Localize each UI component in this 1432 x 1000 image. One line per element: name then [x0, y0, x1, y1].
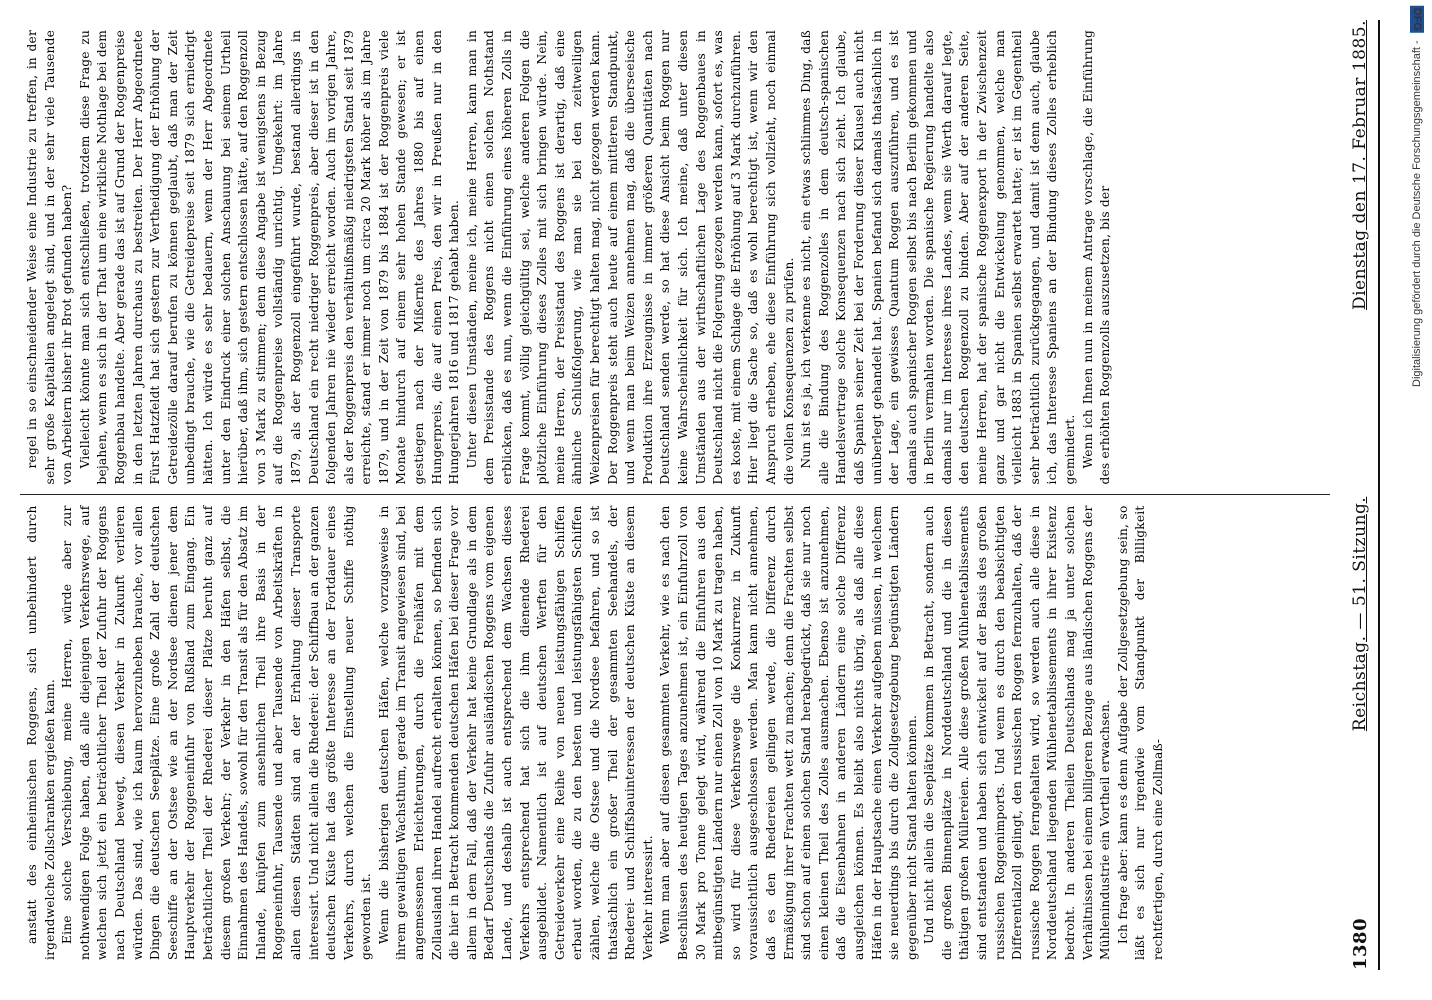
- digitization-note: [1404, 6, 1430, 994]
- paragraph: anstatt des einheimischen Roggens, sich unbehindert durch irgendwelche Zollschranken ergießen kann.: [25, 505, 57, 960]
- page-number: 1380: [1349, 917, 1371, 970]
- paragraph: Ich frage aber: kann es denn Aufgabe der Zollgesetzgebung sein, so läßt es sich nur irgendwie vom Standpunkt der Billigkeit rechtfertigen, durch eine Zollmaß-: [1115, 505, 1165, 960]
- column-right: [20, 20, 1330, 495]
- paragraph: Vielleicht könnte man sich entschließen, trotzdem diese Frage zu bejahen, wenn es sich in der That um eine wirkliche Nothlage bei dem Roggenbau handelte. Aber gerade das ist auf Grund der Roggenpreise in den letzten Jahren durchaus zu bestreiten. Der Herr Abgeordnete Fürst Hatzfeldt hat sich gestern zur Vertheidigung der Erhöhung der Getreidezölle darauf berufen zu können geglaubt, daß man der Zeit unbedingt brauche, wie die Getreidepreise seit 1879 sich erniedrigt hätten. Ich würde es sehr bedauern, wenn der Herr Abgeordnete unter den Eindruck einer solchen Anschauung bei seinem Urtheil hierüber, daß ihm, sich gestern entschlossen hätte, auf den Roggenzoll von 3 Mark zu stimmen; denn diese Angabe ist wenigstens in Bezug auf die Roggenpreise vollständig unrichtig. Umgekehrt: im Jahre 1879, als der Roggenzoll eingeführt wurde, bestand allerdings in Deutschland ein recht niedriger Roggenpreis, aber dieser ist in den folgenden Jahren nie wieder erreicht worden. Auch im vorigen Jahre, als der Roggenpreis den verhältnißmäßig niedrigsten Stand seit 1879 erreichte, stand er immer noch um circa 20 Mark höher als im Jahre 1879, und in der Zeit von 1879 bis 1884 ist der Roggenpreis viele Monate hindurch auf einem sehr hohen Stande gewesen; er ist gestiegen nach der Mißernte des Jahres 1880 bis auf einen Hungerpreis, die auf einen Preis, den wir in Preußen nur in den Hungerjahren 1816 und 1817 gehabt haben.: [77, 30, 462, 485]
- header-session: Reichstag. — 51. Sitzung.: [1350, 496, 1370, 732]
- paragraph: Wenn die bisherigen deutschen Häfen, welche vorzugsweise in ihrem gewaltigen Wachsthum, gerade im Transit angewiesen sind, bei angemessenen Erleichterungen, durch die Freihäfen mit dem Zollausland ihren Handel aufrecht erhalten können, so befinden sich die hier in Betracht kommenden deutschen Häfen bei dieser Frage vor allem in dem Fall, daß der Verkehr hat keine Grundlage als in dem Bedarf Deutschlands die Zufuhr ausländischen Roggens vom eigenen Lande, und deshalb ist auch entsprechend dem Wachsen dieses Verkehrs entsprechend hat sich die ihm dienende Rhederei ausgebildet. Namentlich ist auf deutschen Werften für den Getreideverkehr eine Reihe von neuen leistungsfähigen Schiffen erbaut worden, die zu den besten und leistungsfähigsten Schiffen zählen, welche die Ostsee und die Nordsee befahren, und so ist thatsächlich ein großer Theil der gesammten Seehandels, der Rhederei- und Schiffsbauinteressen der deutschen Küste an diesem Verkehr interessirt.: [376, 505, 655, 960]
- header-date: Dienstag den 17. Februar 1885.: [1350, 20, 1370, 311]
- running-header: [1342, 20, 1380, 970]
- dfg-logo: DFG: [1411, 8, 1423, 32]
- paragraph: Wenn man aber auf diesen gesammten Verkehr, wie es nach den Beschlüssen des heutigen Tages anzunehmen ist, ein Einfuhrzoll von 30 Mark pro Tonne gelegt wird, während die Einfuhren aus den mitbegünstigten Ländern nur einen Zoll von 10 Mark zu tragen haben, so wird für diese Verkehrswege die Konkurrenz in Zukunft voraussichtlich ausgeschlossen werden. Man kann nicht annehmen, daß es den Rhedereien gelingen werde, die Differenz durch Ermäßigung ihrer Frachten wett zu machen; denn die Frachten selbst sind schon auf einen solchen Stand herabgedrückt, daß sie nur noch einen kleinen Theil des Zolles ausmachen. Ebenso ist anzunehmen, daß die Eisenbahnen in anderen Ländern eine solche Differenz ausgleichen können. Es bleibt also nichts übrig, als daß alle diese Häfen in der Hauptsache einen Verkehr aufgeben müssen, in welchem sie neuerdings bis durch die Zollgesetzgebung begünstigten Ländern gegenüber nicht Stand halten können.: [658, 505, 919, 960]
- paragraph: Eine solche Verschiebung, meine Herren, würde aber zur nothwendigen Folge haben, daß alle diejenigen Verkehrswege, auf welchen sich jetzt ein beträchtlicher Theil der Zufuhr der Roggens nach Deutschland bewegt, diesen Verkehr in Zukunft verlieren würden. Das sind, wie ich kaum hervorzuheben brauche, vor allen Dingen die deutschen Seeplätze. Eine große Zahl der deutschen Seeschiffe an der Ostsee wie an der Nordsee dienen jener dem Hauptverkehr der Roggeneinfuhr von Rußland zum Eingang. Ein beträchtlicher Theil der Rhederei dieser Plätze beruht ganz auf diesem großen Verkehr; der Verkehr in den Häfen selbst, die Einnahmen des Handels, sowohl für den Transit als für den Absatz im Inlande, knüpfen zum ansehnlichen Theil ihre Basis in der Roggeneinfuhr, Tausende und aber Tausende von Arbeitskräften in allen diesen Städten sind an der Erhaltung dieser Transporte interessirt. Und nicht allein die Rhederei: der Schiffbau an der ganzen deutschen Küste hat das größte Interesse an der Fortdauer eines Verkehrs, durch welchen die Einstellung neuer Schiffe nöthig geworden ist.: [60, 505, 374, 960]
- digitization-note-text: Digitalisierung gefördert durch die Deutsche Forschungsgemeinschaft - DFG: [1411, 8, 1423, 387]
- paragraph: Wenn ich Ihnen nun in meinem Antrage vorschlage, die Einführung des erhöhten Roggenzolls auszusetzen, bis der: [1080, 30, 1113, 485]
- column-left: [20, 496, 1330, 971]
- paragraph: Unter diesen Umständen, meine ich, meine Herren, kann man in dem Preisstande des Roggens nicht einen solchen Nothstand erblicken, daß es nun, wenn die Einführung eines höheren Zolls in Frage kommt, völlig gleichgültig sei, welche anderen Folgen die plötzliche Einführung dieses Zolles mit sich bringen würde. Nein, meine Herren, der Preisstand des Roggens ist derartig, daß eine ähnliche Schlußfolgerung, wie man sie bei den zeitweiligen Weizenpreisen für berechtigt halten mag, nicht gezogen werden kann. Der Roggenpreis steht auch heute auf einem mittleren Standpunkt, und wenn man beim Weizen annehmen mag, daß die überseeische Produktion ihre Erzeugnisse in immer größeren Quantitäten nach Deutschland senden werde, so hat diese Ansicht beim Roggen nur keine Wahrscheinlichkeit für sich. Ich meine, daß unter diesen Umständen aus der wirthschaftlichen Lage des Roggenbaues in Deutschland nicht die Folgerung gezogen werden kann, sofort es, was es koste, mit einem Schlage die Erhöhung auf 3 Mark durchzuführen. Hier liegt die Sache so, daß es wohl berechtigt ist, wenn wir den Anspruch erheben, ehe diese Einführung sich vollzieht, noch einmal die vollen Konsequenzen zu prüfen.: [464, 30, 796, 485]
- paragraph: regel in so einschneidender Weise eine Industrie zu treffen, in der sehr große Kapitalien angelegt sind, und in der sehr viele Tausende von Arbeitern bisher ihr Brot gefunden haben?: [25, 30, 75, 485]
- paragraph: Und nicht allein die Seeplätze kommen in Betracht, sondern auch die großen Binnenplätze in Norddeutschland und die in diesen thätigen großen Müllereien. Alle diese großen Mühlenetablissements sind entstanden und haben sich entwickelt auf der Basis des großen russischen Roggenimports. Und wenn es durch den beabsichtigten Differentialzoll gelingt, den russischen Roggen fernzuhalten, daß der russische Roggen ferngehalten wird, so werden auch alle diese in Norddeutschland liegenden Mühlenetablissements in ihrer Existenz bedroht. In anderen Theilen Deutschlands mag ja unter solchen Verhältnissen bei einem billigeren Bezuge aus ländischen Roggens der Mühlenindustrie ein Vortheil erwachsen.: [922, 505, 1113, 960]
- paragraph: Nun ist es ja, ich verkenne es nicht, ein etwas schlimmes Ding, daß alle die Bindung des Roggenzolles in dem deutsch-spanischen Handelsvertrage solche Konsequenzen nach sich zieht. Ich glaube, daß Spanien seiner Zeit bei der Forderung dieser Klausel auch nicht unüberlegt gehandelt hat. Spanien befand sich damals thatsächlich in der Lage, ein gewisses Quantum Roggen auszuführen, und es ist damals auch spanischer Roggen selbst bis nach Berlin gekommen und in Berlin vermahlen worden. Die spanische Regierung handelte also damals nur im Interesse ihres Landes, wenn sie Werth darauf legte, den deutschen Roggenzoll zu binden. Aber auf der anderen Seite, meine Herren, hat der spanische Roggenexport in der Zwischenzeit ganz und gar nicht die Entwickelung genommen, welche man vielleicht 1883 in Spanien selbst erwartet hatte; er ist im Gegentheil sehr beträchtlich zurückgegangen, und damit ist denn auch, glaube ich, das Interesse Spaniens an der Bindung dieses Zolles erheblich gemindert.: [799, 30, 1078, 485]
- text-columns: [20, 20, 1330, 970]
